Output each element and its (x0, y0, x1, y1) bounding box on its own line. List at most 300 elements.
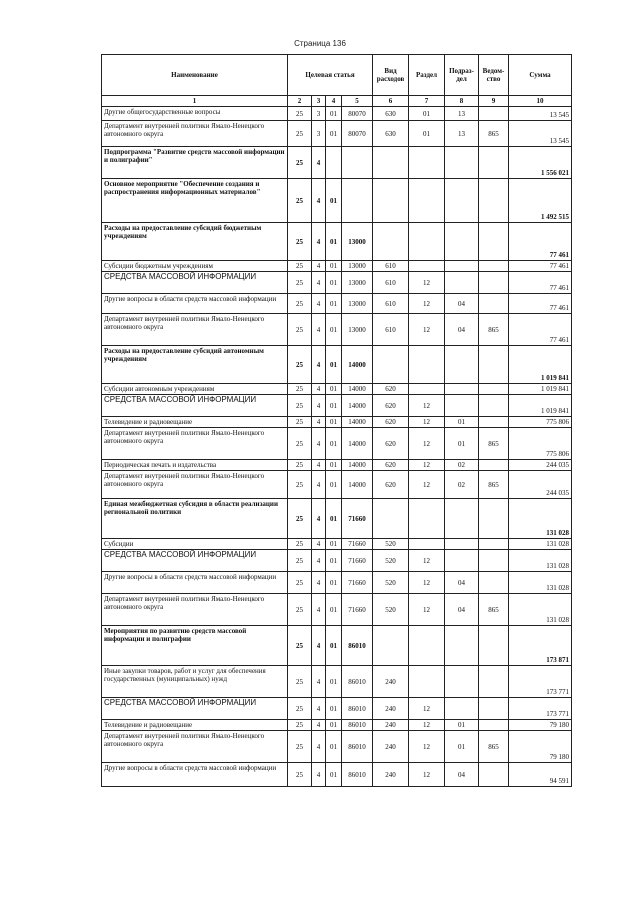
sum-cell: 173 871 (509, 626, 572, 666)
table-row (102, 666, 572, 698)
podrazdel-cell: 02 (445, 460, 479, 471)
sum-cell: 77 461 (509, 272, 572, 294)
sum-cell: 1 019 841 (509, 384, 572, 395)
target-code-3: 01 (326, 550, 342, 572)
table-row (102, 460, 572, 471)
table-row (102, 626, 572, 666)
vedomstvo-cell (479, 395, 509, 417)
target-code-3: 01 (326, 428, 342, 460)
row-name: Другие вопросы в области средств массовой информации (102, 294, 288, 314)
row-name: Подпрограмма "Развитие средств массовой информации и полиграфии" (102, 147, 288, 179)
target-code-4: 14000 (342, 384, 373, 395)
row-name: Субсидии (102, 539, 288, 550)
table-row (102, 314, 572, 346)
target-code-4: 86010 (342, 666, 373, 698)
target-code-2: 4 (312, 179, 326, 223)
target-code-1: 25 (288, 539, 312, 550)
vid-cell: 240 (373, 698, 409, 720)
vedomstvo-cell: 865 (479, 314, 509, 346)
razdel-cell (409, 499, 445, 539)
target-code-3: 01 (326, 460, 342, 471)
sum-cell: 131 028 (509, 499, 572, 539)
target-code-3: 01 (326, 223, 342, 261)
target-code-4: 14000 (342, 395, 373, 417)
vedomstvo-cell: 865 (479, 121, 509, 147)
column-number-row (102, 96, 572, 107)
vid-cell: 520 (373, 539, 409, 550)
row-name: Департамент внутренней политики Ямало-Ненецкого автономного округа (102, 314, 288, 346)
target-code-4: 13000 (342, 294, 373, 314)
vid-cell: 620 (373, 395, 409, 417)
table-body (102, 107, 572, 787)
target-code-3 (326, 147, 342, 179)
target-code-2: 4 (312, 698, 326, 720)
row-name: Расходы на предоставление субсидий бюджетным учреждениям (102, 223, 288, 261)
sum-cell: 131 028 (509, 594, 572, 626)
podrazdel-cell (445, 395, 479, 417)
vid-cell: 620 (373, 384, 409, 395)
table-row (102, 428, 572, 460)
vedomstvo-cell (479, 223, 509, 261)
table-row (102, 550, 572, 572)
vedomstvo-cell (479, 147, 509, 179)
vedomstvo-cell (479, 294, 509, 314)
sum-cell: 131 028 (509, 572, 572, 594)
target-code-4: 80070 (342, 107, 373, 121)
razdel-cell: 01 (409, 107, 445, 121)
vid-cell: 620 (373, 460, 409, 471)
target-code-3: 01 (326, 499, 342, 539)
target-code-4: 86010 (342, 698, 373, 720)
target-code-2: 4 (312, 731, 326, 763)
sum-cell: 173 771 (509, 698, 572, 720)
vid-cell: 630 (373, 107, 409, 121)
podrazdel-cell (445, 550, 479, 572)
sum-cell: 94 591 (509, 763, 572, 787)
column-number: 3 (312, 96, 326, 107)
target-code-4: 71660 (342, 550, 373, 572)
target-code-1: 25 (288, 147, 312, 179)
sum-cell: 1 019 841 (509, 346, 572, 384)
table-row (102, 121, 572, 147)
target-code-3: 01 (326, 539, 342, 550)
sum-cell: 244 035 (509, 471, 572, 499)
vid-cell: 620 (373, 471, 409, 499)
row-name: Основное мероприятие "Обеспечение создания и распространения информационных материалов" (102, 179, 288, 223)
podrazdel-cell: 04 (445, 314, 479, 346)
table-row (102, 107, 572, 121)
column-number: 10 (509, 96, 572, 107)
table-row (102, 261, 572, 272)
row-name: Единая межбюджетная субсидия в области реализации региональной политики (102, 499, 288, 539)
podrazdel-cell (445, 666, 479, 698)
vedomstvo-cell (479, 272, 509, 294)
vedomstvo-cell (479, 460, 509, 471)
podrazdel-cell (445, 384, 479, 395)
table-header-row (102, 55, 572, 96)
vedomstvo-cell (479, 261, 509, 272)
column-number: 2 (288, 96, 312, 107)
razdel-cell: 12 (409, 417, 445, 428)
razdel-cell: 12 (409, 471, 445, 499)
vedomstvo-cell (479, 666, 509, 698)
target-code-1: 25 (288, 272, 312, 294)
sum-cell: 77 461 (509, 261, 572, 272)
table-row (102, 384, 572, 395)
razdel-cell: 12 (409, 731, 445, 763)
vid-cell (373, 179, 409, 223)
column-number: 6 (373, 96, 409, 107)
target-code-1: 25 (288, 107, 312, 121)
target-code-2: 4 (312, 346, 326, 384)
row-name: Департамент внутренней политики Ямало-Ненецкого автономного округа (102, 471, 288, 499)
target-code-2: 3 (312, 121, 326, 147)
razdel-cell: 12 (409, 314, 445, 346)
target-code-4: 71660 (342, 539, 373, 550)
vid-cell: 630 (373, 121, 409, 147)
vedomstvo-cell (479, 179, 509, 223)
sum-cell: 131 028 (509, 550, 572, 572)
podrazdel-cell: 02 (445, 471, 479, 499)
target-code-3: 01 (326, 314, 342, 346)
table-row (102, 572, 572, 594)
target-code-1: 25 (288, 594, 312, 626)
target-code-1: 25 (288, 384, 312, 395)
column-number: 8 (445, 96, 479, 107)
vid-cell: 610 (373, 261, 409, 272)
row-name: СРЕДСТВА МАССОВОЙ ИНФОРМАЦИИ (102, 395, 288, 417)
target-code-2: 4 (312, 147, 326, 179)
razdel-cell (409, 346, 445, 384)
podrazdel-cell (445, 539, 479, 550)
target-code-2: 4 (312, 395, 326, 417)
razdel-cell (409, 261, 445, 272)
target-code-2: 4 (312, 223, 326, 261)
column-number: 1 (102, 96, 288, 107)
podrazdel-cell (445, 223, 479, 261)
row-name: Субсидии автономным учреждениям (102, 384, 288, 395)
vedomstvo-cell (479, 499, 509, 539)
podrazdel-cell (445, 626, 479, 666)
vedomstvo-cell (479, 550, 509, 572)
razdel-cell: 12 (409, 460, 445, 471)
vid-cell (373, 346, 409, 384)
target-code-4: 86010 (342, 720, 373, 731)
sum-cell: 1 492 515 (509, 179, 572, 223)
header-podrazdel: Подраз-дел (445, 55, 479, 96)
sum-cell: 13 545 (509, 107, 572, 121)
table-row (102, 223, 572, 261)
row-name: Телевидение и радиовещание (102, 720, 288, 731)
target-code-3: 01 (326, 107, 342, 121)
table-row (102, 471, 572, 499)
target-code-2: 4 (312, 460, 326, 471)
target-code-4: 86010 (342, 731, 373, 763)
table-row (102, 346, 572, 384)
vid-cell: 240 (373, 763, 409, 787)
vid-cell: 240 (373, 720, 409, 731)
target-code-2: 4 (312, 720, 326, 731)
header-vedomstvo: Ведом-ство (479, 55, 509, 96)
target-code-4: 13000 (342, 314, 373, 346)
target-code-2: 4 (312, 550, 326, 572)
target-code-2: 4 (312, 499, 326, 539)
target-code-4: 86010 (342, 626, 373, 666)
target-code-3: 01 (326, 471, 342, 499)
target-code-4: 86010 (342, 763, 373, 787)
target-code-4: 71660 (342, 572, 373, 594)
table-row (102, 731, 572, 763)
podrazdel-cell: 04 (445, 572, 479, 594)
vedomstvo-cell (479, 626, 509, 666)
row-name: Субсидии бюджетным учреждениям (102, 261, 288, 272)
vedomstvo-cell (479, 763, 509, 787)
vid-cell (373, 147, 409, 179)
sum-cell: 77 461 (509, 294, 572, 314)
podrazdel-cell (445, 179, 479, 223)
vid-cell: 610 (373, 314, 409, 346)
target-code-4: 14000 (342, 346, 373, 384)
target-code-4: 14000 (342, 460, 373, 471)
table-row (102, 272, 572, 294)
target-code-1: 25 (288, 417, 312, 428)
target-code-3: 01 (326, 666, 342, 698)
vid-cell (373, 499, 409, 539)
razdel-cell: 12 (409, 550, 445, 572)
target-code-1: 25 (288, 121, 312, 147)
target-code-2: 4 (312, 539, 326, 550)
razdel-cell: 12 (409, 720, 445, 731)
target-code-4: 14000 (342, 428, 373, 460)
target-code-3: 01 (326, 594, 342, 626)
target-code-4: 13000 (342, 223, 373, 261)
target-code-3: 01 (326, 261, 342, 272)
podrazdel-cell: 01 (445, 731, 479, 763)
razdel-cell (409, 223, 445, 261)
target-code-4: 71660 (342, 594, 373, 626)
podrazdel-cell: 04 (445, 763, 479, 787)
target-code-1: 25 (288, 626, 312, 666)
vid-cell: 240 (373, 666, 409, 698)
razdel-cell (409, 666, 445, 698)
sum-cell: 173 771 (509, 666, 572, 698)
target-code-2: 4 (312, 272, 326, 294)
target-code-2: 4 (312, 471, 326, 499)
target-code-3: 01 (326, 417, 342, 428)
row-name: Расходы на предоставление субсидий автономным учреждениям (102, 346, 288, 384)
sum-cell: 244 035 (509, 460, 572, 471)
column-number: 4 (326, 96, 342, 107)
row-name: Департамент внутренней политики Ямало-Ненецкого автономного округа (102, 731, 288, 763)
podrazdel-cell: 01 (445, 417, 479, 428)
target-code-4: 80070 (342, 121, 373, 147)
vid-cell: 610 (373, 272, 409, 294)
target-code-1: 25 (288, 395, 312, 417)
row-name: Мероприятия по развитию средств массовой информации и полиграфии (102, 626, 288, 666)
target-code-3: 01 (326, 384, 342, 395)
target-code-3: 01 (326, 626, 342, 666)
podrazdel-cell: 01 (445, 720, 479, 731)
target-code-2: 4 (312, 384, 326, 395)
podrazdel-cell (445, 272, 479, 294)
target-code-1: 25 (288, 261, 312, 272)
vedomstvo-cell (479, 107, 509, 121)
vedomstvo-cell (479, 384, 509, 395)
sum-cell: 79 180 (509, 731, 572, 763)
vedomstvo-cell (479, 417, 509, 428)
target-code-2: 4 (312, 572, 326, 594)
table-row (102, 147, 572, 179)
row-name: СРЕДСТВА МАССОВОЙ ИНФОРМАЦИИ (102, 550, 288, 572)
vid-cell: 620 (373, 428, 409, 460)
row-name: Иные закупки товаров, работ и услуг для обеспечения государственных (муниципальных) нужд (102, 666, 288, 698)
sum-cell: 77 461 (509, 314, 572, 346)
target-code-2: 4 (312, 314, 326, 346)
target-code-2: 4 (312, 594, 326, 626)
target-code-2: 4 (312, 666, 326, 698)
target-code-3: 01 (326, 698, 342, 720)
vedomstvo-cell (479, 539, 509, 550)
table-row (102, 499, 572, 539)
target-code-4 (342, 147, 373, 179)
target-code-4: 14000 (342, 471, 373, 499)
target-code-1: 25 (288, 294, 312, 314)
podrazdel-cell (445, 346, 479, 384)
target-code-4: 71660 (342, 499, 373, 539)
row-name: Другие общегосударственные вопросы (102, 107, 288, 121)
target-code-1: 25 (288, 499, 312, 539)
sum-cell: 79 180 (509, 720, 572, 731)
sum-cell: 1 019 841 (509, 395, 572, 417)
target-code-1: 25 (288, 314, 312, 346)
target-code-3: 01 (326, 731, 342, 763)
target-code-3: 01 (326, 272, 342, 294)
vid-cell: 520 (373, 550, 409, 572)
sum-cell: 775 806 (509, 417, 572, 428)
target-code-4: 14000 (342, 417, 373, 428)
target-code-1: 25 (288, 223, 312, 261)
column-number: 5 (342, 96, 373, 107)
row-name: СРЕДСТВА МАССОВОЙ ИНФОРМАЦИИ (102, 698, 288, 720)
target-code-1: 25 (288, 720, 312, 731)
header-vid: Вид расходов (373, 55, 409, 96)
target-code-3: 01 (326, 121, 342, 147)
razdel-cell: 12 (409, 294, 445, 314)
row-name: Периодическая печать и издательства (102, 460, 288, 471)
target-code-1: 25 (288, 550, 312, 572)
row-name: Другие вопросы в области средств массовой информации (102, 763, 288, 787)
podrazdel-cell: 13 (445, 121, 479, 147)
row-name: СРЕДСТВА МАССОВОЙ ИНФОРМАЦИИ (102, 272, 288, 294)
table-row (102, 395, 572, 417)
target-code-4: 13000 (342, 261, 373, 272)
table-row (102, 179, 572, 223)
podrazdel-cell: 13 (445, 107, 479, 121)
podrazdel-cell (445, 261, 479, 272)
vid-cell: 610 (373, 294, 409, 314)
header-razdel: Раздел (409, 55, 445, 96)
target-code-1: 25 (288, 471, 312, 499)
row-name: Другие вопросы в области средств массовой информации (102, 572, 288, 594)
vedomstvo-cell: 865 (479, 471, 509, 499)
razdel-cell: 12 (409, 395, 445, 417)
razdel-cell: 12 (409, 763, 445, 787)
target-code-2: 4 (312, 428, 326, 460)
sum-cell: 131 028 (509, 539, 572, 550)
page-number: Страница 136 (294, 39, 346, 48)
table-row (102, 294, 572, 314)
target-code-2: 4 (312, 626, 326, 666)
target-code-1: 25 (288, 731, 312, 763)
table-row (102, 417, 572, 428)
target-code-1: 25 (288, 428, 312, 460)
target-code-3: 01 (326, 572, 342, 594)
target-code-3: 01 (326, 294, 342, 314)
target-code-2: 4 (312, 261, 326, 272)
table-row (102, 594, 572, 626)
target-code-1: 25 (288, 698, 312, 720)
razdel-cell: 12 (409, 428, 445, 460)
target-code-2: 4 (312, 417, 326, 428)
sum-cell: 13 545 (509, 121, 572, 147)
column-number: 9 (479, 96, 509, 107)
razdel-cell: 12 (409, 594, 445, 626)
row-name: Телевидение и радиовещание (102, 417, 288, 428)
sum-cell: 77 461 (509, 223, 572, 261)
podrazdel-cell: 01 (445, 428, 479, 460)
table-row (102, 720, 572, 731)
budget-table (101, 54, 572, 787)
podrazdel-cell (445, 698, 479, 720)
razdel-cell (409, 539, 445, 550)
vedomstvo-cell (479, 720, 509, 731)
table-row (102, 539, 572, 550)
column-number: 7 (409, 96, 445, 107)
target-code-1: 25 (288, 763, 312, 787)
sum-cell: 775 806 (509, 428, 572, 460)
sum-cell: 1 556 021 (509, 147, 572, 179)
podrazdel-cell (445, 499, 479, 539)
vedomstvo-cell (479, 346, 509, 384)
target-code-1: 25 (288, 346, 312, 384)
vedomstvo-cell (479, 572, 509, 594)
target-code-1: 25 (288, 460, 312, 471)
row-name: Департамент внутренней политики Ямало-Ненецкого автономного округа (102, 121, 288, 147)
razdel-cell (409, 384, 445, 395)
header-target: Целевая статья (288, 55, 373, 96)
vedomstvo-cell: 865 (479, 594, 509, 626)
table-row (102, 763, 572, 787)
razdel-cell (409, 626, 445, 666)
target-code-3: 01 (326, 763, 342, 787)
target-code-4 (342, 179, 373, 223)
target-code-3: 01 (326, 346, 342, 384)
razdel-cell: 01 (409, 121, 445, 147)
razdel-cell: 12 (409, 272, 445, 294)
header-name: Наименование (102, 55, 288, 96)
target-code-2: 3 (312, 107, 326, 121)
vid-cell: 620 (373, 417, 409, 428)
target-code-2: 4 (312, 763, 326, 787)
header-summa: Сумма (509, 55, 572, 96)
vid-cell: 240 (373, 731, 409, 763)
vedomstvo-cell: 865 (479, 428, 509, 460)
target-code-1: 25 (288, 179, 312, 223)
podrazdel-cell (445, 147, 479, 179)
row-name: Департамент внутренней политики Ямало-Ненецкого автономного округа (102, 594, 288, 626)
row-name: Департамент внутренней политики Ямало-Ненецкого автономного округа (102, 428, 288, 460)
target-code-2: 4 (312, 294, 326, 314)
